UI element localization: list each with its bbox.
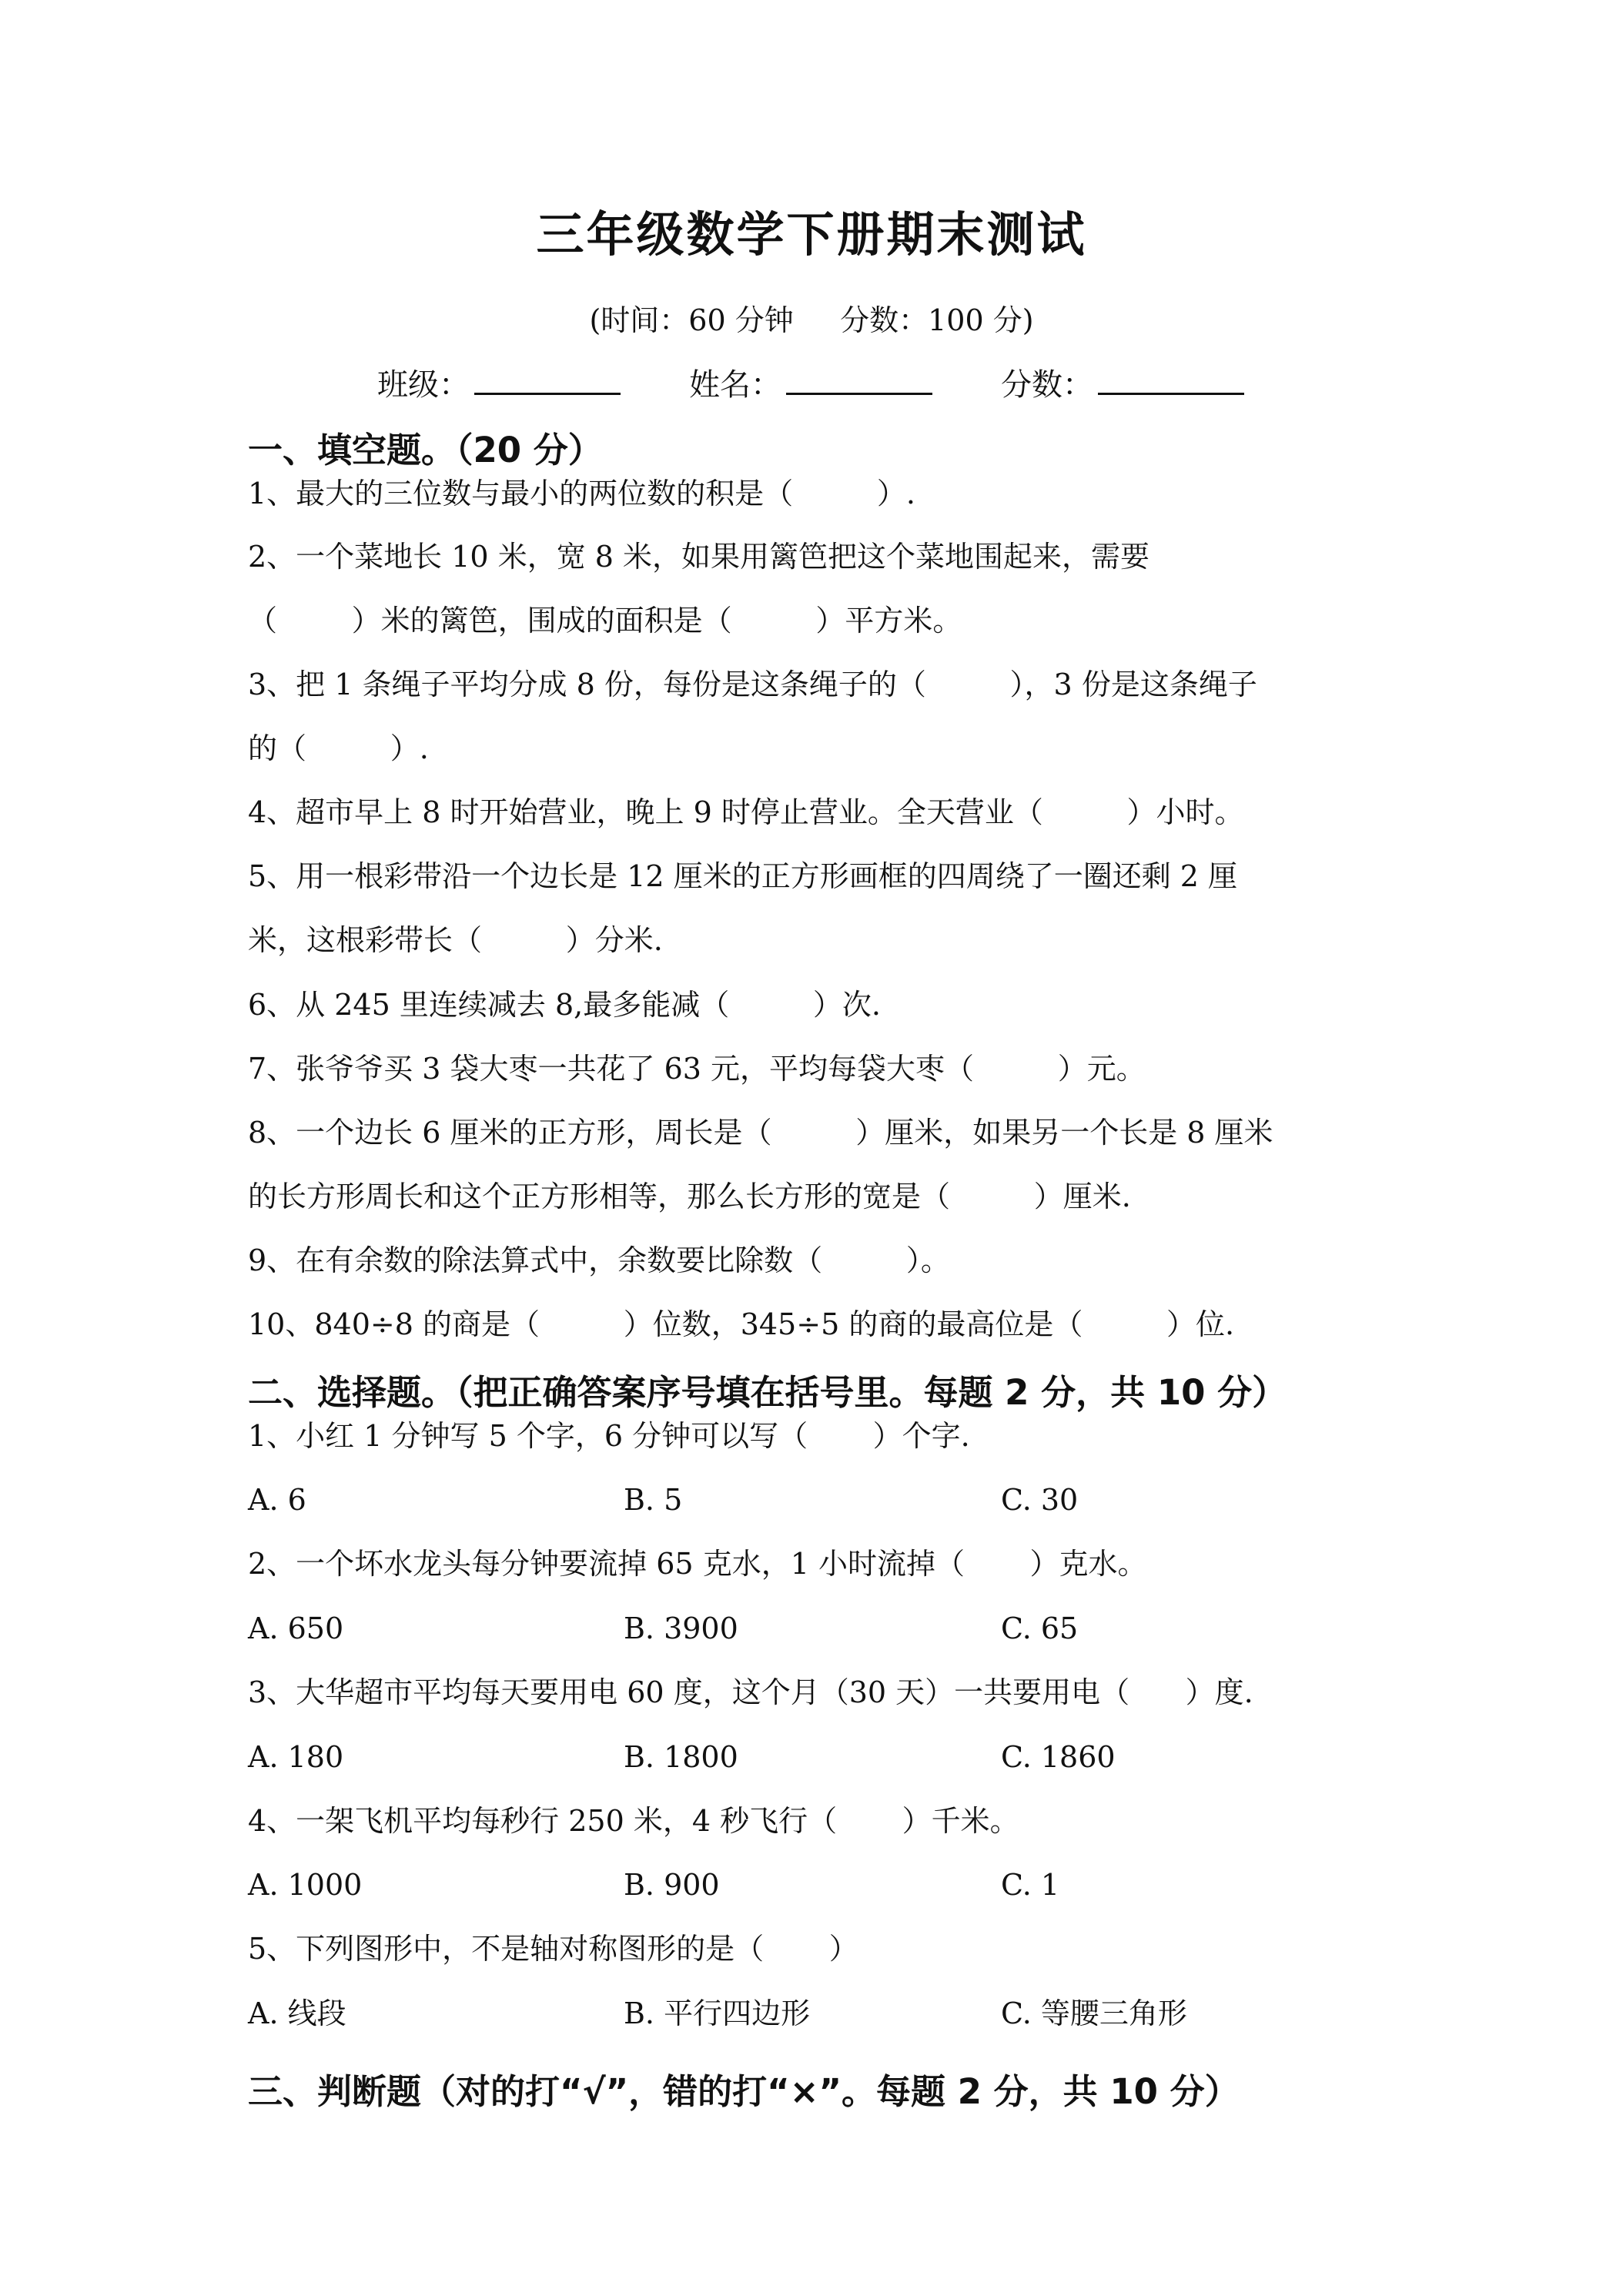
fill-line-13: 9、在有余数的除法算式中，余数要比除数（ ）。	[248, 1243, 950, 1277]
name-blank[interactable]	[786, 362, 932, 395]
choice-1-option-b[interactable]: B. 5	[624, 1483, 683, 1517]
choice-3-option-a[interactable]: A. 180	[248, 1740, 344, 1774]
fill-line-7: 5、用一根彩带沿一个边长是 12 厘米的正方形画框的四周绕了一圈还剩 2 厘	[248, 859, 1238, 893]
fill-line-8: 米，这根彩带长（ ）分米.	[248, 923, 663, 957]
class-label: 班级：	[377, 367, 470, 403]
choice-1-option-c[interactable]: C. 30	[1001, 1483, 1079, 1517]
score-blank[interactable]	[1098, 362, 1244, 395]
fill-line-10: 7、张爷爷买 3 袋大枣一共花了 63 元，平均每袋大枣（ ）元。	[248, 1052, 1146, 1086]
fill-line-5: 的（ ）.	[248, 731, 429, 765]
choice-1-option-a[interactable]: A. 6	[248, 1483, 306, 1517]
fill-line-12: 的长方形周长和这个正方形相等，那么长方形的宽是（ ）厘米.	[248, 1180, 1131, 1213]
score-label: 分数：	[1001, 367, 1093, 403]
section3-heading: 三、判断题（对的打“√”，错的打“×”。每题 2 分，共 10 分）	[248, 2071, 1240, 2112]
choice-question-5: 5、下列图形中，不是轴对称图形的是（ ）	[248, 1932, 858, 1966]
choice-2-option-c[interactable]: C. 65	[1001, 1612, 1079, 1645]
choice-question-2: 2、一个坏水龙头每分钟要流掉 65 克水，1 小时流掉（ ）克水。	[248, 1547, 1147, 1581]
choice-question-4: 4、一架飞机平均每秒行 250 米，4 秒飞行（ ）千米。	[248, 1804, 1019, 1838]
choice-5-option-b[interactable]: B. 平行四边形	[624, 1996, 811, 2030]
choice-4-option-b[interactable]: B. 900	[624, 1868, 720, 1902]
choice-3-option-c[interactable]: C. 1860	[1001, 1740, 1116, 1774]
choice-5-option-a[interactable]: A. 线段	[248, 1996, 346, 2030]
fill-line-11: 8、一个边长 6 厘米的正方形，周长是（ ）厘米，如果另一个长是 8 厘米	[248, 1116, 1273, 1150]
fill-line-2: 2、一个菜地长 10 米，宽 8 米，如果用篱笆把这个菜地围起来，需要	[248, 540, 1150, 574]
fill-line-1: 1、最大的三位数与最小的两位数的积是（ ）.	[248, 477, 915, 510]
name-field	[689, 360, 932, 404]
exam-subtitle: (时间：60 分钟 分数：100 分)	[589, 303, 1034, 337]
choice-2-option-b[interactable]: B. 3900	[624, 1612, 738, 1645]
choice-4-option-a[interactable]: A. 1000	[248, 1868, 363, 1902]
fill-line-14: 10、840÷8 的商是（ ）位数，345÷5 的商的最高位是（ ）位.	[248, 1307, 1235, 1341]
section2-heading: 二、选择题。（把正确答案序号填在括号里。每题 2 分，共 10 分）	[248, 1372, 1287, 1413]
class-blank[interactable]	[474, 362, 621, 395]
fill-line-3: （ ）米的篱笆，围成的面积是（ ）平方米。	[248, 604, 962, 638]
class-field	[377, 360, 621, 404]
choice-2-option-a[interactable]: A. 650	[248, 1612, 344, 1645]
fill-line-9: 6、从 245 里连续减去 8,最多能减（ ）次.	[248, 988, 881, 1022]
fill-line-4: 3、把 1 条绳子平均分成 8 份，每份是这条绳子的（ ），3 份是这条绳子	[248, 668, 1257, 701]
choice-5-option-c[interactable]: C. 等腰三角形	[1001, 1996, 1187, 2030]
fill-line-6: 4、超市早上 8 时开始营业，晚上 9 时停止营业。全天营业（ ）小时。	[248, 795, 1244, 829]
name-label: 姓名：	[689, 367, 781, 403]
section1-heading: 一、填空题。（20 分）	[248, 430, 603, 470]
choice-question-1: 1、小红 1 分钟写 5 个字，6 分钟可以写（ ）个字.	[248, 1419, 970, 1453]
choice-3-option-b[interactable]: B. 1800	[624, 1740, 738, 1774]
choice-question-3: 3、大华超市平均每天要用电 60 度，这个月（30 天）一共要用电（ ）度.	[248, 1675, 1253, 1709]
page-title: 三年级数学下册期末测试	[536, 206, 1087, 263]
score-field	[1001, 360, 1244, 404]
choice-4-option-c[interactable]: C. 1	[1001, 1868, 1060, 1902]
